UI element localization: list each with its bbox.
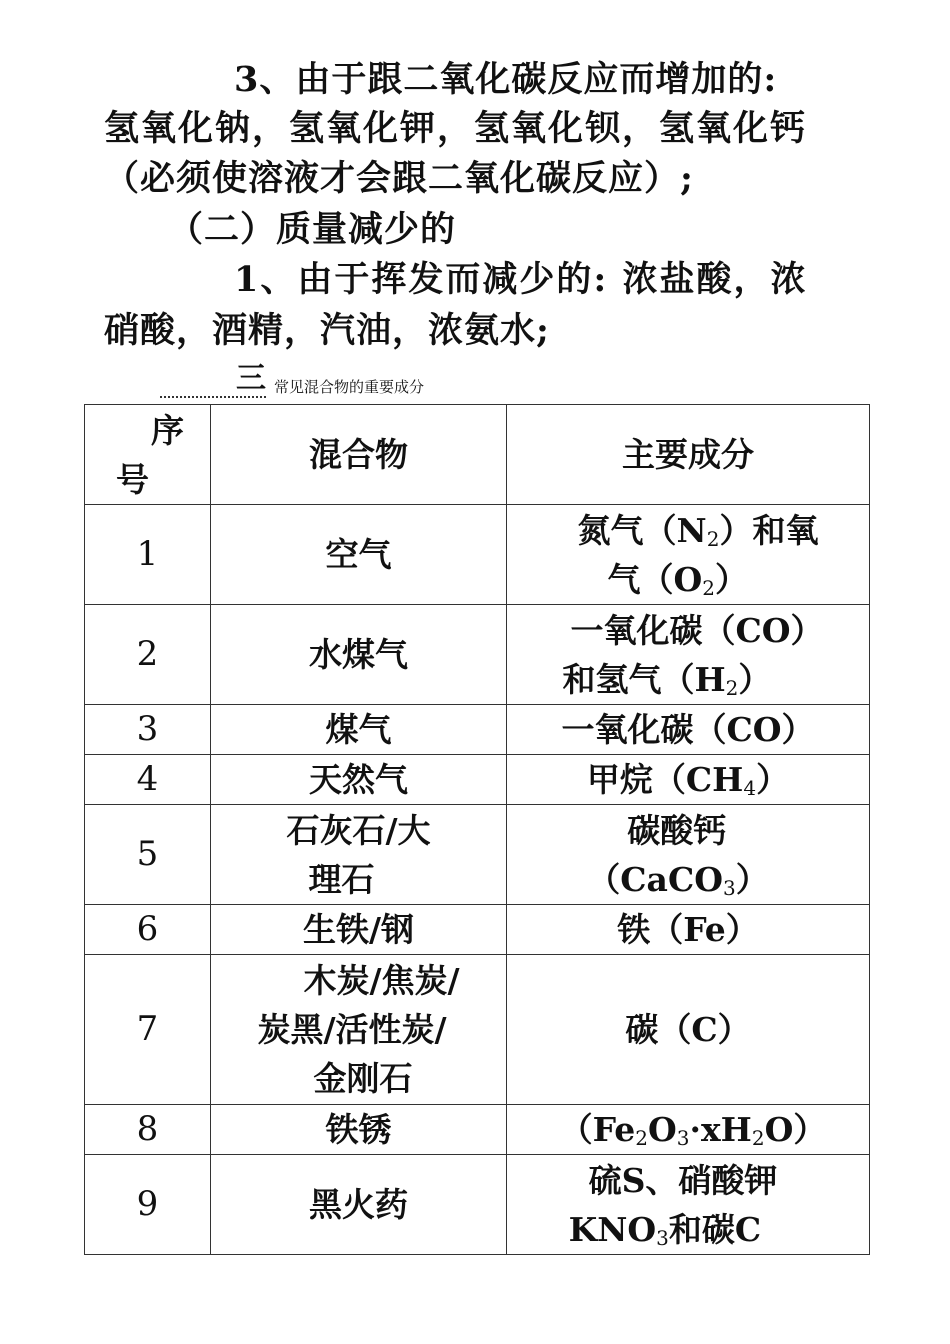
component-text: KNO — [568, 1209, 657, 1249]
component-text: （CaCO — [587, 859, 723, 899]
table-row — [85, 755, 870, 805]
component-text: 甲烷（CH — [586, 760, 744, 799]
table-row — [85, 505, 870, 605]
component-text: ） — [735, 859, 769, 899]
row-index: 4 — [85, 755, 211, 805]
section-heading — [160, 362, 424, 398]
subscript: 3 — [722, 875, 736, 900]
component-text: ·xH — [689, 1110, 752, 1149]
header-index — [85, 405, 211, 505]
section-title: 常见混合物的重要成分 — [274, 378, 425, 396]
component-text: ）和氧 — [719, 510, 819, 550]
subscript: 3 — [656, 1225, 669, 1250]
component-text: 气（O — [607, 559, 703, 599]
row-mixture: 空气 — [211, 505, 507, 605]
component-text: ） — [756, 760, 790, 799]
table-row — [85, 605, 870, 705]
component-text: 一氧化碳（CO） — [570, 610, 824, 650]
row-component — [507, 1155, 870, 1255]
subscript: 3 — [676, 1126, 690, 1150]
row-mixture: 天然气 — [211, 755, 507, 805]
mixture-text: 炭黑/活性炭/ — [257, 1010, 447, 1049]
row-index: 6 — [85, 905, 211, 955]
row-index: 1 — [85, 505, 211, 605]
row-component: 一氧化碳（CO） — [507, 705, 870, 755]
subscript: 4 — [743, 776, 757, 800]
paragraph-line: 3、由于跟二氧化碳反应而增加的: — [234, 59, 778, 100]
subscript: 2 — [702, 575, 716, 600]
mixture-text: 理石 — [308, 859, 375, 899]
component-text: （Fe — [559, 1110, 636, 1149]
row-mixture: 铁锈 — [211, 1105, 507, 1155]
paragraph-line: 硝酸，酒精，汽油，浓氨水; — [104, 310, 550, 351]
paragraph-line: （必须使溶液才会跟二氧化碳反应）; — [104, 158, 694, 199]
header-index-line1: 序 — [151, 410, 184, 450]
row-index: 8 — [85, 1105, 211, 1155]
component-text: 硫S、硝酸钾 — [588, 1160, 778, 1200]
component-text: 碳酸钙 — [627, 810, 727, 850]
paragraph-line: 氢氧化钠，氢氧化钾，氢氧化钡，氢氧化钙 — [104, 108, 808, 149]
row-component — [507, 605, 870, 705]
row-index: 2 — [85, 605, 211, 705]
component-text: O） — [764, 1110, 827, 1149]
component-text: 氮气（N — [577, 510, 707, 550]
component-text: O — [648, 1110, 677, 1149]
row-index: 5 — [85, 805, 211, 905]
header-index-line2: 号 — [116, 459, 149, 499]
table-row — [85, 955, 870, 1105]
row-index: 7 — [85, 955, 211, 1105]
table-header-row — [85, 405, 870, 505]
subsection-heading: （二）质量减少的 — [168, 209, 457, 250]
row-component — [507, 505, 870, 605]
mixture-text: 金刚石 — [313, 1059, 413, 1098]
row-component: 铁（Fe） — [507, 905, 870, 955]
subscript: 2 — [751, 1126, 765, 1150]
header-mixture: 混合物 — [211, 405, 507, 505]
mixtures-table — [84, 404, 870, 1255]
mixture-text: 木炭/焦炭/ — [303, 961, 460, 1000]
component-text: 和氢气（H — [562, 659, 726, 699]
subscript: 2 — [725, 675, 739, 700]
row-index: 9 — [85, 1155, 211, 1255]
row-mixture: 生铁/钢 — [211, 905, 507, 955]
header-component: 主要成分 — [507, 405, 870, 505]
subscript: 2 — [706, 526, 720, 551]
row-component — [507, 805, 870, 905]
table-row — [85, 705, 870, 755]
row-component — [507, 755, 870, 805]
table-row — [85, 905, 870, 955]
table-row — [85, 1105, 870, 1155]
row-component — [507, 1105, 870, 1155]
mixture-text: 石灰石/大 — [286, 810, 431, 850]
row-mixture — [211, 955, 507, 1105]
component-text: ） — [715, 559, 749, 599]
row-component: 碳（C） — [507, 955, 870, 1105]
row-mixture: 黑火药 — [211, 1155, 507, 1255]
row-index: 3 — [85, 705, 211, 755]
row-mixture — [211, 805, 507, 905]
section-number: 三 — [160, 362, 266, 398]
component-text: 和碳C — [668, 1209, 762, 1249]
row-mixture: 水煤气 — [211, 605, 507, 705]
table-row — [85, 1155, 870, 1255]
component-text: ） — [738, 659, 772, 699]
row-mixture: 煤气 — [211, 705, 507, 755]
subscript: 2 — [635, 1126, 649, 1150]
paragraph-line: 1、由于挥发而减少的: 浓盐酸，浓 — [234, 259, 808, 300]
table-row — [85, 805, 870, 905]
